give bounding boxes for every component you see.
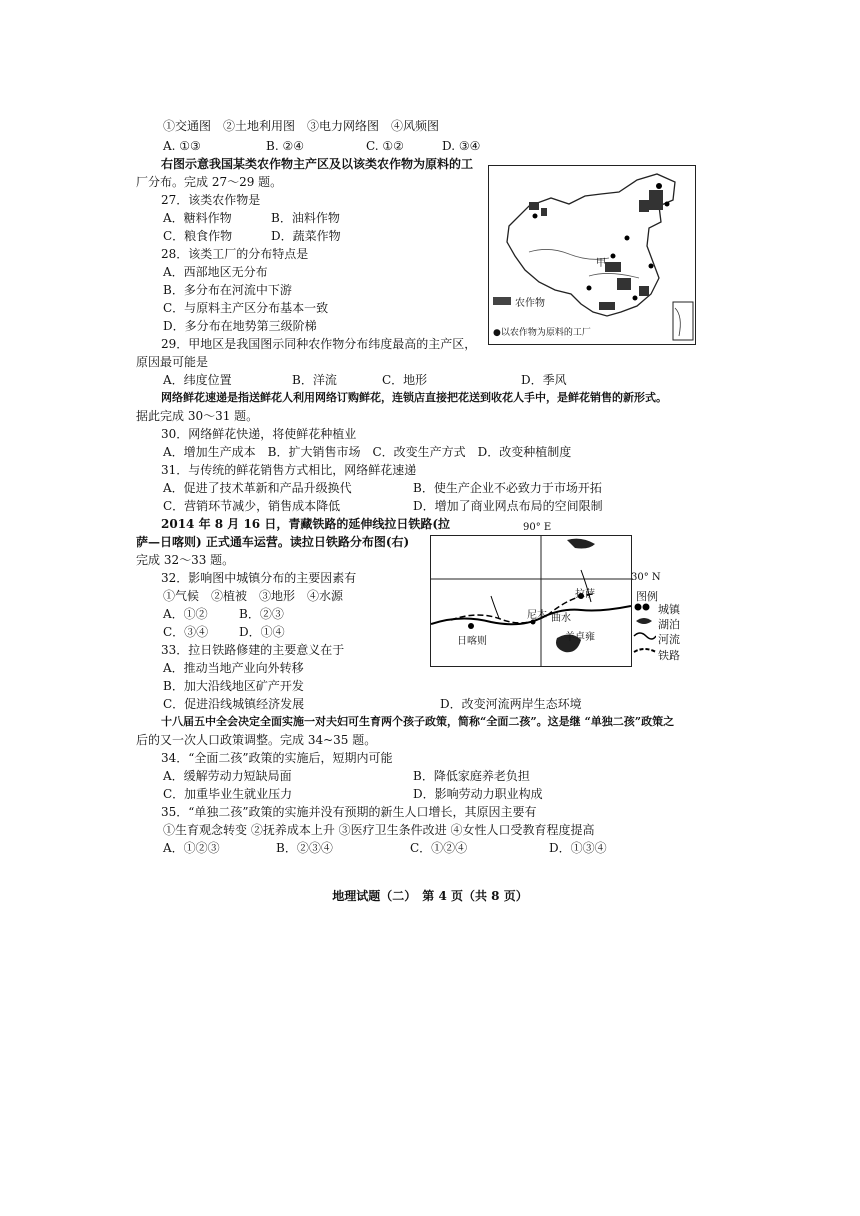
q33-option-b: B．加大沿线地区矿产开发 (163, 679, 304, 693)
q35-items: ①生育观念转变 ②抚养成本上升 ③医疗卫生条件改进 ④女性人口受教育程度提高 (163, 823, 595, 837)
q28-option-b: B．多分布在河流中下游 (163, 283, 292, 297)
map2-legend-river: 河流 (658, 633, 680, 646)
q29-stem2: 原因最可能是 (136, 355, 209, 369)
q34-option-a: A．缓解劳动力短缺局面 (163, 769, 292, 783)
map2-town-nimu: 尼木 (527, 610, 547, 621)
intro-32-line1: 2014 年 8 月 16 日，青藏铁路的延伸线拉日铁路(拉 (161, 517, 451, 531)
q29-stem: 29．甲地区是我国图示同种农作物分布纬度最高的主产区， (161, 337, 477, 351)
map2-town-lhasa: 拉萨 (575, 589, 595, 600)
q35-option-b: B．②③④ (276, 841, 333, 855)
map2-legend-title: 图例 (636, 590, 658, 603)
map2-latitude: 30° N (631, 572, 661, 583)
q31-option-d: D．增加了商业网点布局的空间限制 (413, 499, 603, 513)
q34-stem: 34．“全面二孩”政策的实施后，短期内可能 (161, 751, 393, 765)
q32-option-b: B．②③ (239, 607, 284, 621)
q28-option-c: C．与原料主产区分布基本一致 (163, 301, 329, 315)
q34-option-c: C．加重毕业生就业压力 (163, 787, 293, 801)
page-footer: 地理试题（二） 第 4 页（共 8 页） (332, 889, 528, 903)
q31-option-b: B．使生产企业不必致力于市场开拓 (413, 481, 602, 495)
map2-longitude: 90° E (523, 522, 552, 533)
q33-option-a: A．推动当地产业向外转移 (163, 661, 304, 675)
q35-option-d: D．①③④ (549, 841, 607, 855)
q27-option-d: D．蔬菜作物 (271, 229, 341, 243)
q26-option-d: D. ③④ (442, 139, 481, 153)
intro-30-line1: 网络鲜花速递是指送鲜花人利用网络订购鲜花，连锁店直接把花送到收花人手中，是鲜花销售的新形式。 (161, 391, 667, 404)
map2-legend-symbols (632, 600, 656, 666)
q29-option-b: B．洋流 (292, 373, 337, 387)
q26-option-c: C. ①② (366, 139, 404, 153)
q30-options: A．增加生产成本 B．扩大销售市场 C．改变生产方式 D．改变种植制度 (163, 445, 572, 459)
q32-option-a: A．①② (163, 607, 208, 621)
intro-27-line1: 右图示意我国某类农作物主产区及以该类农作物为原料的工 (161, 157, 474, 171)
map1-label-jia: 甲 (596, 258, 606, 269)
q32-stem: 32．影响图中城镇分布的主要因素有 (161, 571, 357, 585)
china-crop-map (488, 165, 696, 345)
q27-option-a: A．糖料作物 (163, 211, 232, 225)
q35-option-c: C．①②④ (410, 841, 468, 855)
q26-items: ①交通图 ②土地利用图 ③电力网络图 ④风频图 (163, 119, 440, 133)
q34-option-d: D．影响劳动力职业构成 (413, 787, 543, 801)
q28-option-a: A．西部地区无分布 (163, 265, 268, 279)
intro-32-line2: 萨—日喀则) 正式通车运营。读拉日铁路分布图(右) (136, 535, 410, 549)
map1-legend-crop: 农作物 (515, 298, 545, 309)
q32-option-d: D．①④ (239, 625, 285, 639)
intro-32-line3: 完成 32～33 题。 (136, 553, 235, 567)
china-map-drawing (489, 166, 695, 344)
q28-option-d: D．多分布在地势第三级阶梯 (163, 319, 317, 333)
q29-option-a: A．纬度位置 (163, 373, 232, 387)
map2-legend-lake: 湖泊 (658, 618, 680, 631)
q31-option-a: A．促进了技术革新和产品升级换代 (163, 481, 352, 495)
q33-stem: 33．拉日铁路修建的主要意义在于 (161, 643, 345, 657)
intro-34-line1: 十八届五中全会决定全面实施一对夫妇可生育两个孩子政策，简称“全面二孩”。这是继 “单独二孩”政策之 (161, 715, 675, 728)
q27-option-c: C．粮食作物 (163, 229, 233, 243)
q31-stem: 31．与传统的鲜花销售方式相比，网络鲜花速递 (161, 463, 417, 477)
q29-option-d: D．季风 (521, 373, 567, 387)
q35-option-a: A．①②③ (163, 841, 220, 855)
q31-option-c: C．营销环节减少，销售成本降低 (163, 499, 341, 513)
q26-option-a: A. ①③ (163, 139, 201, 153)
q27-stem: 27．该类农作物是 (161, 193, 261, 207)
q27-option-b: B．油料作物 (271, 211, 340, 225)
q32-items: ①气候 ②植被 ③地形 ④水源 (163, 589, 344, 603)
q33-option-c: C．促进沿线城镇经济发展 (163, 697, 305, 711)
map2-lake-yamdrok: 羊卓雍 (565, 632, 595, 643)
intro-27-line2: 厂分布。完成 27～29 题。 (136, 175, 283, 189)
q34-option-b: B．降低家庭养老负担 (413, 769, 530, 783)
map1-legend-factory: ●以农作物为原料的工厂 (493, 328, 591, 338)
intro-34-line2: 后的又一次人口政策调整。完成 34~35 题。 (136, 733, 377, 747)
map2-legend-rail: 铁路 (658, 649, 680, 662)
map2-legend-town: 城镇 (658, 603, 680, 616)
q35-stem: 35．“单独二孩”政策的实施并没有预期的新生人口增长，其原因主要有 (161, 805, 537, 819)
q29-option-c: C．地形 (382, 373, 428, 387)
q28-stem: 28．该类工厂的分布特点是 (161, 247, 309, 261)
map2-town-qushui: 曲水 (551, 613, 571, 624)
q33-option-d: D．改变河流两岸生态环境 (440, 697, 582, 711)
q32-option-c: C．③④ (163, 625, 209, 639)
q26-option-b: B. ②④ (266, 139, 304, 153)
q30-stem: 30．网络鲜花快递，将使鲜花种植业 (161, 427, 357, 441)
map2-town-rikaze: 日喀则 (457, 636, 487, 647)
intro-30-line2: 据此完成 30～31 题。 (136, 409, 259, 423)
